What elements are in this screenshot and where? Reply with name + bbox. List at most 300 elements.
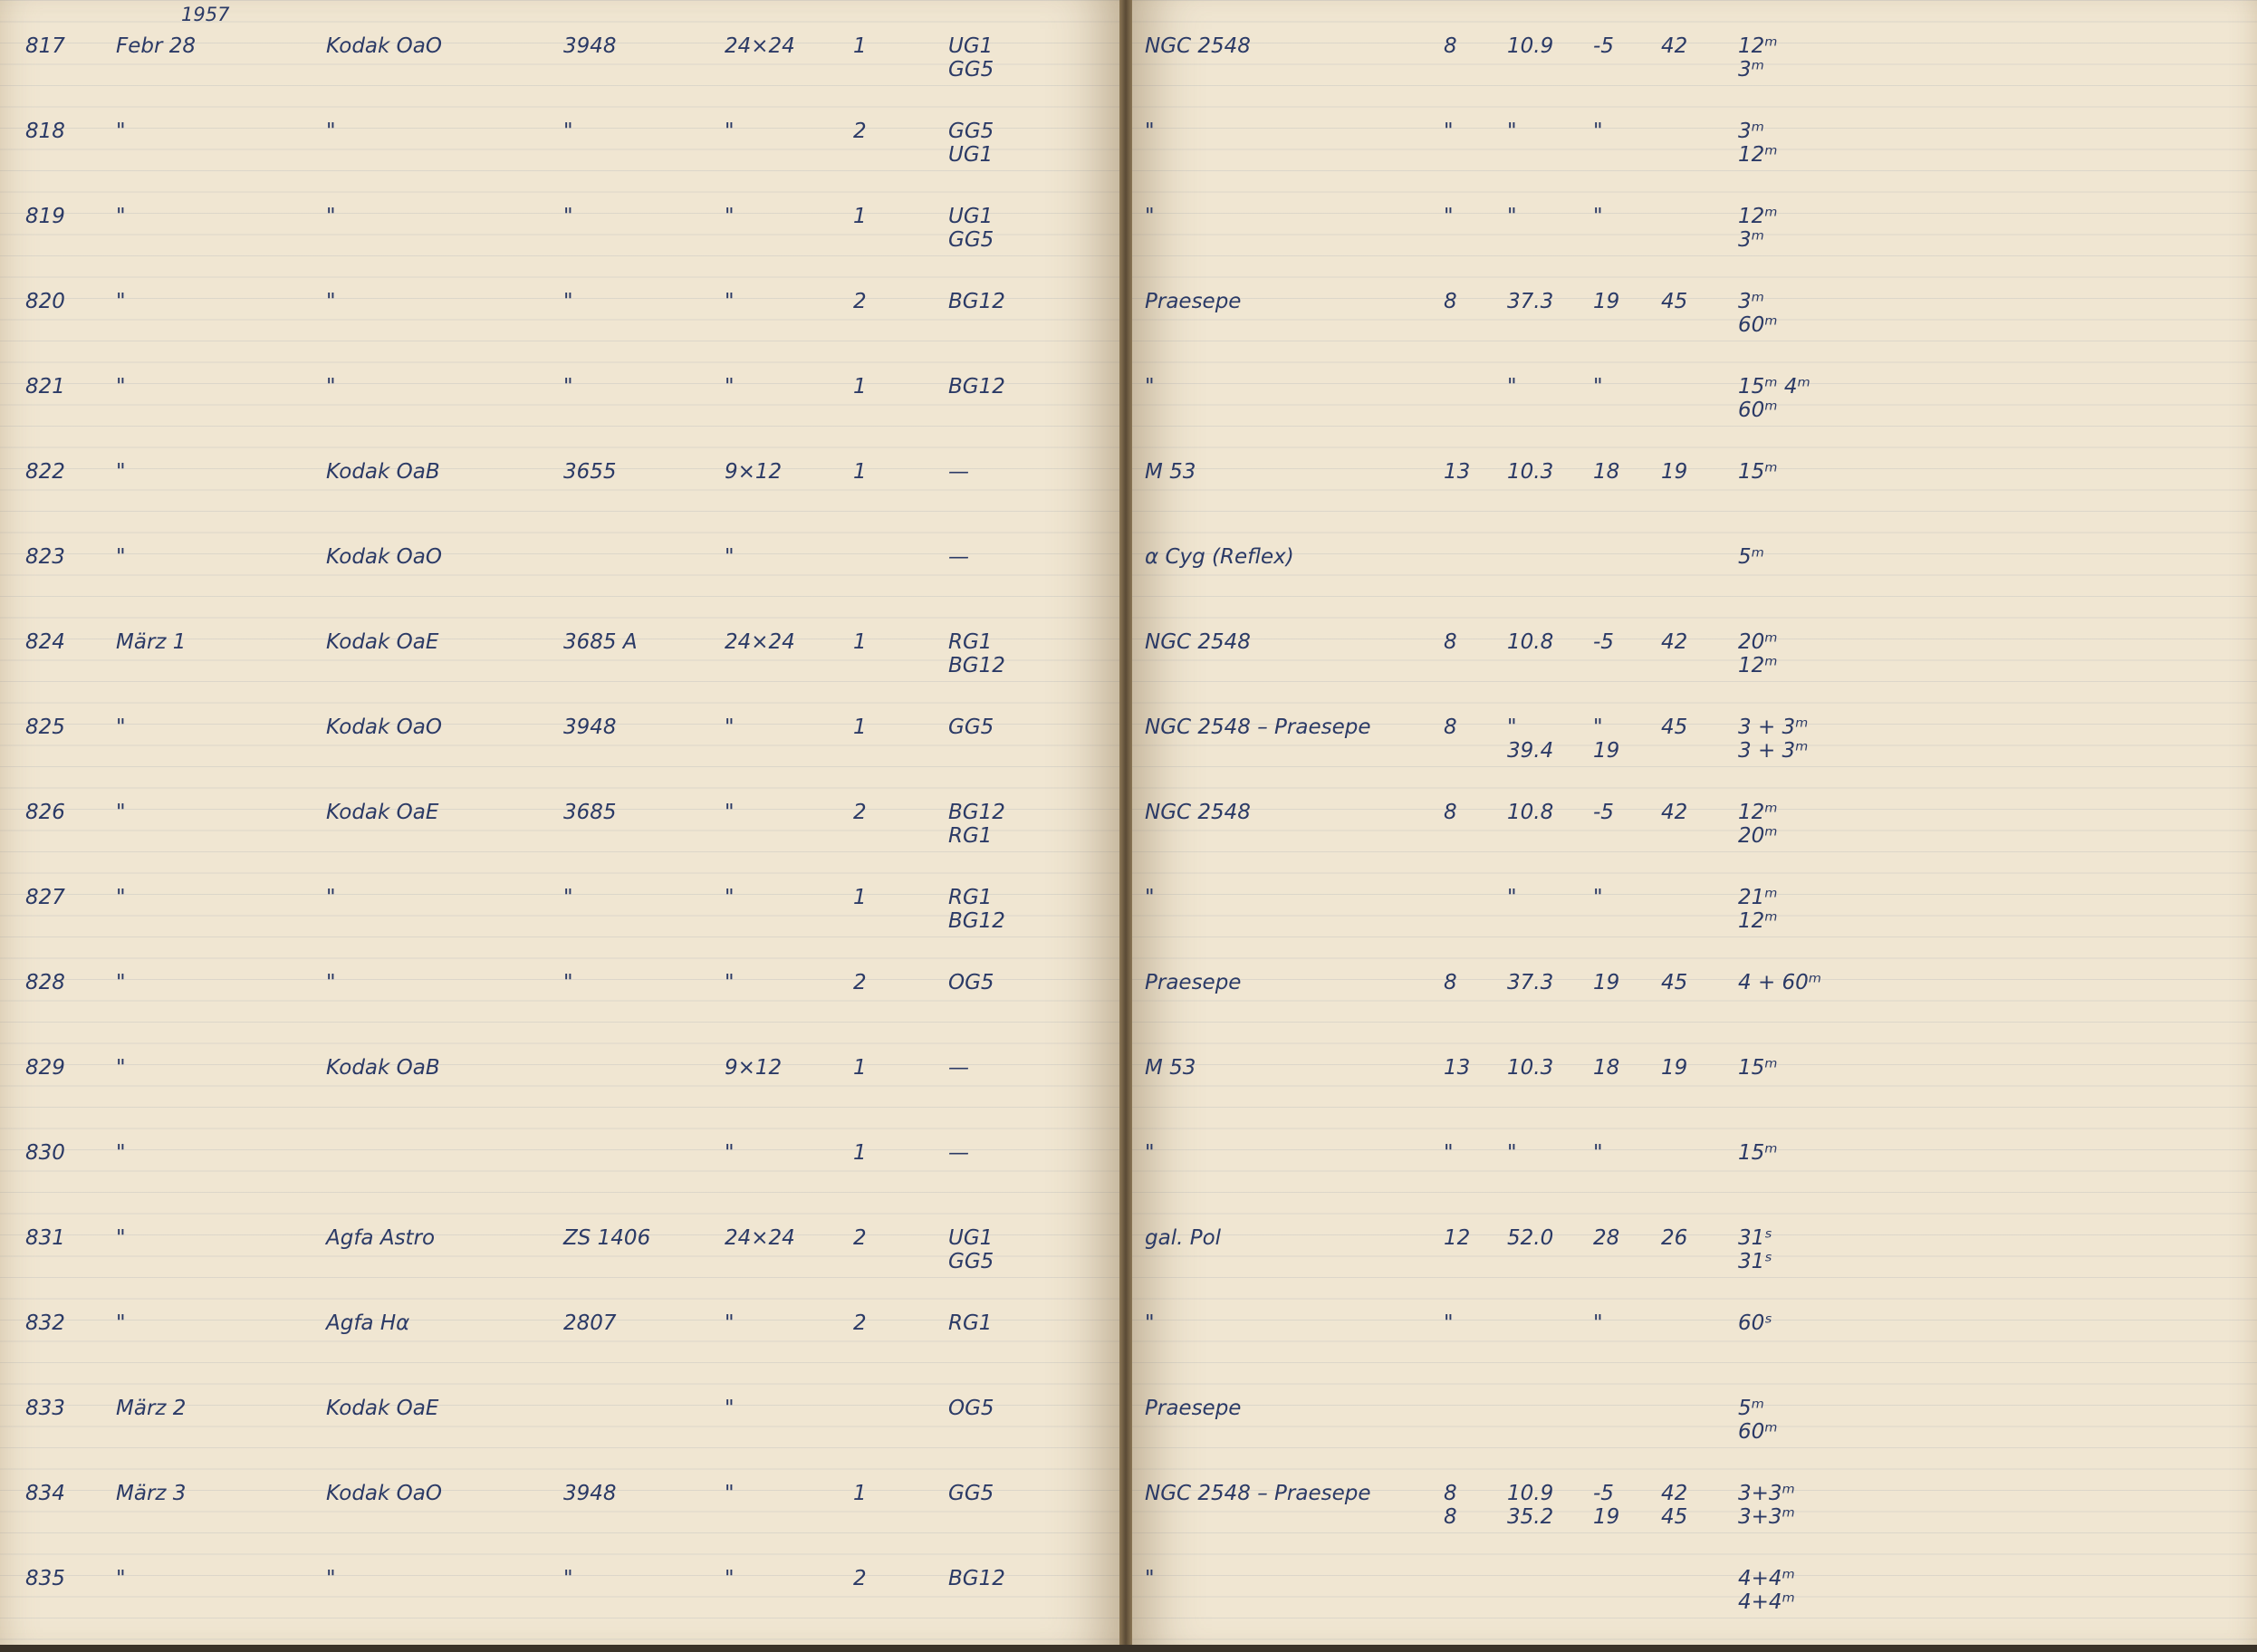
exposure-cell-text: 3+3ᵐ <box>1738 1505 1795 1529</box>
plate-type-cell-text: Kodak OaO <box>326 34 442 58</box>
plate-number-text: 826 <box>25 801 65 824</box>
plate-number-text: 828 <box>25 971 65 994</box>
filter-cell <box>948 1567 1057 1652</box>
dec-minutes-cell-text: 45 <box>1661 290 1688 313</box>
filter-cell <box>948 1482 1057 1567</box>
filter-cell-text: GG5 <box>948 58 994 82</box>
table-row <box>25 120 1057 205</box>
table-row <box>1145 1226 1919 1311</box>
filter-cell-text: BG12 <box>948 654 1005 677</box>
emulsion-cell-text: " <box>563 290 573 313</box>
count-cell <box>853 205 948 290</box>
table-row <box>1145 1056 1919 1141</box>
table-row <box>25 545 1057 630</box>
object-cell <box>1145 205 1444 290</box>
filter-cell <box>948 205 1057 290</box>
count-cell-text: 1 <box>853 1056 867 1080</box>
date-cell-text: " <box>116 545 126 569</box>
table-row <box>25 34 1057 120</box>
dec-degrees-cell-text: " <box>1593 886 1603 909</box>
exposure-cell-text: 5ᵐ <box>1738 545 1764 569</box>
size-cell-text: " <box>725 205 735 228</box>
date-cell <box>116 290 326 375</box>
size-cell <box>725 1567 853 1652</box>
emulsion-cell <box>563 1567 725 1652</box>
plate-type-cell <box>326 1482 563 1567</box>
dec-minutes-cell <box>1661 1482 1738 1567</box>
dec-degrees-cell-text: 18 <box>1593 460 1620 484</box>
left-log-table <box>25 34 1057 1652</box>
object-cell-text: NGC 2548 <box>1145 34 1251 58</box>
count-cell <box>853 460 948 545</box>
plate-type-cell <box>326 120 563 205</box>
date-cell-text: " <box>116 801 126 824</box>
dec-degrees-cell-text: -5 <box>1593 1482 1614 1505</box>
plate-number <box>25 801 116 886</box>
object-cell <box>1145 1226 1444 1311</box>
dec-minutes-cell <box>1661 460 1738 545</box>
ra-minutes-cell <box>1507 1226 1593 1311</box>
dec-minutes-cell-text: 42 <box>1661 34 1688 58</box>
ra-hours-cell <box>1444 1056 1507 1141</box>
date-cell <box>116 801 326 886</box>
object-cell-text: " <box>1145 1567 1155 1590</box>
plate-number <box>25 886 116 971</box>
plate-number-text: 820 <box>25 290 65 313</box>
exposure-cell <box>1738 1567 1919 1652</box>
size-cell-text: " <box>725 971 735 994</box>
plate-type-cell-text: Kodak OaO <box>326 716 442 739</box>
emulsion-cell <box>563 1141 725 1226</box>
ra-minutes-cell-text: " <box>1507 205 1517 228</box>
dec-minutes-cell-text: 26 <box>1661 1226 1688 1250</box>
table-row <box>25 205 1057 290</box>
date-cell <box>116 460 326 545</box>
date-cell-text: " <box>116 971 126 994</box>
ra-minutes-cell <box>1507 1397 1593 1482</box>
filter-cell <box>948 545 1057 630</box>
ra-minutes-cell-text: 37.3 <box>1507 290 1554 313</box>
ra-minutes-cell <box>1507 1056 1593 1141</box>
size-cell-text: " <box>725 120 735 143</box>
size-cell-text: 9×12 <box>725 460 783 484</box>
count-cell <box>853 801 948 886</box>
date-cell-text: " <box>116 1056 126 1080</box>
size-cell <box>725 1226 853 1311</box>
emulsion-cell <box>563 1056 725 1141</box>
exposure-cell-text: 31ˢ <box>1738 1250 1772 1273</box>
exposure-cell <box>1738 1141 1919 1226</box>
object-cell <box>1145 1056 1444 1141</box>
ra-minutes-cell <box>1507 801 1593 886</box>
object-cell <box>1145 801 1444 886</box>
count-cell-text: 2 <box>853 801 867 824</box>
count-cell <box>853 1567 948 1652</box>
size-cell-text: " <box>725 1397 735 1420</box>
object-cell-text: " <box>1145 1141 1155 1165</box>
dec-minutes-cell-text: 45 <box>1661 1505 1688 1529</box>
emulsion-cell <box>563 1226 725 1311</box>
exposure-cell-text: 15ᵐ <box>1738 460 1778 484</box>
plate-type-cell-text: Kodak OaO <box>326 545 442 569</box>
ra-hours-cell-text: 8 <box>1444 971 1457 994</box>
ra-hours-cell <box>1444 1482 1507 1567</box>
plate-number-text: 832 <box>25 1311 65 1335</box>
dec-minutes-cell <box>1661 545 1738 630</box>
plate-type-cell <box>326 290 563 375</box>
filter-cell <box>948 375 1057 460</box>
dec-degrees-cell-text: 19 <box>1593 739 1620 763</box>
size-cell <box>725 971 853 1056</box>
ra-hours-cell-text: 8 <box>1444 716 1457 739</box>
count-cell-text: 1 <box>853 205 867 228</box>
dec-degrees-cell <box>1593 1311 1661 1397</box>
filter-cell-text: BG12 <box>948 375 1005 399</box>
dec-degrees-cell <box>1593 375 1661 460</box>
plate-type-cell-text: " <box>326 971 336 994</box>
count-cell <box>853 971 948 1056</box>
filter-cell-text: RG1 <box>948 886 993 909</box>
plate-type-cell <box>326 1311 563 1397</box>
table-row <box>1145 1482 1919 1567</box>
date-cell-text: März 3 <box>116 1482 187 1505</box>
size-cell-text: " <box>725 1141 735 1165</box>
filter-cell-text: BG12 <box>948 290 1005 313</box>
filter-cell-text: BG12 <box>948 1567 1005 1590</box>
dec-minutes-cell <box>1661 34 1738 120</box>
plate-type-cell-text: Kodak OaE <box>326 1397 439 1420</box>
date-cell <box>116 1141 326 1226</box>
filter-cell-text: GG5 <box>948 1482 994 1505</box>
date-cell <box>116 1226 326 1311</box>
plate-type-cell-text: " <box>326 886 336 909</box>
ra-hours-cell <box>1444 205 1507 290</box>
ra-minutes-cell-text: 10.3 <box>1507 1056 1554 1080</box>
count-cell <box>853 120 948 205</box>
count-cell-text: 1 <box>853 1482 867 1505</box>
size-cell <box>725 34 853 120</box>
filter-cell-text: — <box>948 1056 969 1080</box>
count-cell-text: 2 <box>853 290 867 313</box>
dec-degrees-cell-text: " <box>1593 375 1603 399</box>
date-cell-text: " <box>116 120 126 143</box>
exposure-cell-text: 3 + 3ᵐ <box>1738 716 1809 739</box>
size-cell <box>725 716 853 801</box>
exposure-cell <box>1738 1311 1919 1397</box>
plate-number-text: 829 <box>25 1056 65 1080</box>
dec-minutes-cell <box>1661 630 1738 716</box>
dec-degrees-cell-text: 19 <box>1593 1505 1620 1529</box>
date-cell <box>116 120 326 205</box>
plate-type-cell <box>326 971 563 1056</box>
emulsion-cell <box>563 1311 725 1397</box>
date-cell-text: März 1 <box>116 630 187 654</box>
dec-degrees-cell-text: 18 <box>1593 1056 1620 1080</box>
plate-type-cell-text: Kodak OaE <box>326 630 439 654</box>
size-cell <box>725 205 853 290</box>
count-cell-text: 2 <box>853 1567 867 1590</box>
dec-degrees-cell <box>1593 205 1661 290</box>
emulsion-cell-text: " <box>563 971 573 994</box>
ra-hours-cell-text: " <box>1444 1311 1454 1335</box>
dec-minutes-cell-text: 45 <box>1661 971 1688 994</box>
plate-number-text: 831 <box>25 1226 65 1250</box>
ra-hours-cell <box>1444 716 1507 801</box>
dec-degrees-cell-text: 28 <box>1593 1226 1620 1250</box>
object-cell-text: " <box>1145 205 1155 228</box>
dec-degrees-cell-text: " <box>1593 120 1603 143</box>
filter-cell <box>948 120 1057 205</box>
size-cell <box>725 1311 853 1397</box>
ra-hours-cell <box>1444 1226 1507 1311</box>
table-row <box>25 716 1057 801</box>
object-cell <box>1145 34 1444 120</box>
filter-cell-text: UG1 <box>948 1226 994 1250</box>
date-cell <box>116 1311 326 1397</box>
table-row <box>1145 801 1919 886</box>
ra-hours-cell <box>1444 1311 1507 1397</box>
exposure-cell <box>1738 630 1919 716</box>
size-cell <box>725 290 853 375</box>
size-cell <box>725 801 853 886</box>
table-row <box>1145 886 1919 971</box>
size-cell-text: " <box>725 1311 735 1335</box>
date-cell-text: " <box>116 716 126 739</box>
year-heading: 1957 <box>181 4 230 25</box>
size-cell <box>725 120 853 205</box>
count-cell-text: 1 <box>853 460 867 484</box>
size-cell-text: " <box>725 1482 735 1505</box>
size-cell-text: 9×12 <box>725 1056 783 1080</box>
object-cell-text: NGC 2548 – Praesepe <box>1145 1482 1371 1505</box>
ra-minutes-cell-text: " <box>1507 886 1517 909</box>
dec-minutes-cell <box>1661 1397 1738 1482</box>
filter-cell-text: GG5 <box>948 120 994 143</box>
size-cell-text: 24×24 <box>725 630 795 654</box>
table-row <box>25 886 1057 971</box>
dec-degrees-cell <box>1593 460 1661 545</box>
plate-type-cell-text: " <box>326 205 336 228</box>
exposure-cell-text: 20ᵐ <box>1738 824 1778 848</box>
date-cell-text: " <box>116 1311 126 1335</box>
date-cell <box>116 630 326 716</box>
ra-hours-cell-text: 8 <box>1444 630 1457 654</box>
date-cell-text: " <box>116 1567 126 1590</box>
plate-type-cell <box>326 886 563 971</box>
plate-type-cell <box>326 34 563 120</box>
count-cell-text: 1 <box>853 630 867 654</box>
exposure-cell-text: 15ᵐ <box>1738 1141 1778 1165</box>
plate-number-text: 825 <box>25 716 65 739</box>
count-cell <box>853 375 948 460</box>
ra-minutes-cell <box>1507 886 1593 971</box>
plate-number <box>25 630 116 716</box>
size-cell <box>725 460 853 545</box>
plate-type-cell <box>326 205 563 290</box>
plate-number <box>25 460 116 545</box>
plate-type-cell <box>326 460 563 545</box>
size-cell-text: " <box>725 886 735 909</box>
filter-cell-text: OG5 <box>948 1397 994 1420</box>
size-cell <box>725 630 853 716</box>
exposure-cell <box>1738 1226 1919 1311</box>
plate-number-text: 833 <box>25 1397 65 1420</box>
object-cell <box>1145 290 1444 375</box>
emulsion-cell-text: 3948 <box>563 716 617 739</box>
plate-type-cell-text: Kodak OaE <box>326 801 439 824</box>
ra-hours-cell-text: 8 <box>1444 290 1457 313</box>
object-cell <box>1145 1141 1444 1226</box>
filter-cell <box>948 971 1057 1056</box>
object-cell-text: α Cyg (Reflex) <box>1145 545 1294 569</box>
ra-hours-cell <box>1444 120 1507 205</box>
size-cell-text: " <box>725 1567 735 1590</box>
dec-minutes-cell <box>1661 290 1738 375</box>
ra-minutes-cell <box>1507 205 1593 290</box>
filter-cell-text: UG1 <box>948 34 994 58</box>
exposure-cell <box>1738 545 1919 630</box>
size-cell-text: " <box>725 290 735 313</box>
plate-type-cell-text: " <box>326 290 336 313</box>
ra-minutes-cell <box>1507 120 1593 205</box>
dec-degrees-cell <box>1593 1482 1661 1567</box>
date-cell-text: " <box>116 375 126 399</box>
dec-minutes-cell <box>1661 886 1738 971</box>
exposure-cell <box>1738 290 1919 375</box>
table-row <box>25 630 1057 716</box>
exposure-cell <box>1738 716 1919 801</box>
plate-number-text: 822 <box>25 460 65 484</box>
object-cell <box>1145 460 1444 545</box>
exposure-cell-text: 3ᵐ <box>1738 120 1764 143</box>
table-row <box>25 460 1057 545</box>
ra-hours-cell-text: 8 <box>1444 1505 1457 1529</box>
date-cell <box>116 971 326 1056</box>
size-cell <box>725 1482 853 1567</box>
date-cell-text: " <box>116 290 126 313</box>
filter-cell-text: BG12 <box>948 801 1005 824</box>
ra-minutes-cell <box>1507 716 1593 801</box>
object-cell-text: Praesepe <box>1145 1397 1242 1420</box>
plate-type-cell <box>326 1141 563 1226</box>
plate-number <box>25 1567 116 1652</box>
exposure-cell-text: 60ᵐ <box>1738 399 1778 422</box>
size-cell-text: 24×24 <box>725 34 795 58</box>
dec-minutes-cell <box>1661 205 1738 290</box>
emulsion-cell <box>563 971 725 1056</box>
filter-cell-text: UG1 <box>948 143 994 167</box>
dec-minutes-cell <box>1661 375 1738 460</box>
table-row <box>25 1482 1057 1567</box>
filter-cell <box>948 290 1057 375</box>
table-row <box>25 375 1057 460</box>
size-cell-text: " <box>725 801 735 824</box>
count-cell <box>853 1482 948 1567</box>
emulsion-cell <box>563 120 725 205</box>
ra-hours-cell-text: 8 <box>1444 34 1457 58</box>
count-cell-text: 2 <box>853 971 867 994</box>
dec-degrees-cell <box>1593 1567 1661 1652</box>
date-cell-text: " <box>116 1141 126 1165</box>
table-row <box>1145 290 1919 375</box>
date-cell <box>116 375 326 460</box>
dec-degrees-cell-text: " <box>1593 1311 1603 1335</box>
ra-hours-cell-text: " <box>1444 205 1454 228</box>
dec-degrees-cell-text: 19 <box>1593 290 1620 313</box>
plate-number <box>25 1311 116 1397</box>
exposure-cell-text: 3ᵐ <box>1738 58 1764 82</box>
object-cell <box>1145 886 1444 971</box>
ra-minutes-cell <box>1507 1311 1593 1397</box>
exposure-cell <box>1738 375 1919 460</box>
plate-number-text: 823 <box>25 545 65 569</box>
object-cell-text: " <box>1145 120 1155 143</box>
date-cell <box>116 205 326 290</box>
object-cell <box>1145 1567 1444 1652</box>
dec-minutes-cell <box>1661 716 1738 801</box>
ra-minutes-cell-text: 10.8 <box>1507 630 1554 654</box>
plate-number <box>25 1056 116 1141</box>
dec-degrees-cell <box>1593 545 1661 630</box>
filter-cell <box>948 1397 1057 1482</box>
table-row <box>1145 375 1919 460</box>
count-cell-text: 2 <box>853 1226 867 1250</box>
exposure-cell-text: 12ᵐ <box>1738 654 1778 677</box>
ra-hours-cell <box>1444 630 1507 716</box>
dec-minutes-cell-text: 19 <box>1661 1056 1688 1080</box>
table-row <box>25 1056 1057 1141</box>
exposure-cell-text: 60ᵐ <box>1738 1420 1778 1444</box>
filter-cell-text: GG5 <box>948 716 994 739</box>
plate-type-cell-text: Kodak OaB <box>326 1056 440 1080</box>
emulsion-cell <box>563 1397 725 1482</box>
plate-number-text: 830 <box>25 1141 65 1165</box>
filter-cell <box>948 460 1057 545</box>
table-row <box>1145 1311 1919 1397</box>
dec-degrees-cell-text: -5 <box>1593 801 1614 824</box>
plate-number <box>25 375 116 460</box>
filter-cell <box>948 1226 1057 1311</box>
dec-degrees-cell-text: -5 <box>1593 630 1614 654</box>
exposure-cell-text: 3 + 3ᵐ <box>1738 739 1809 763</box>
dec-minutes-cell <box>1661 801 1738 886</box>
exposure-cell-text: 12ᵐ <box>1738 34 1778 58</box>
ra-hours-cell-text: " <box>1444 1141 1454 1165</box>
dec-degrees-cell <box>1593 971 1661 1056</box>
ra-hours-cell <box>1444 545 1507 630</box>
dec-minutes-cell-text: 42 <box>1661 630 1688 654</box>
ra-minutes-cell <box>1507 460 1593 545</box>
object-cell-text: NGC 2548 <box>1145 630 1251 654</box>
dec-degrees-cell <box>1593 1141 1661 1226</box>
ra-hours-cell <box>1444 460 1507 545</box>
count-cell <box>853 290 948 375</box>
object-cell <box>1145 1397 1444 1482</box>
object-cell <box>1145 375 1444 460</box>
object-cell <box>1145 545 1444 630</box>
ra-minutes-cell-text: 37.3 <box>1507 971 1554 994</box>
ra-minutes-cell-text: 10.9 <box>1507 34 1554 58</box>
exposure-cell-text: 3+3ᵐ <box>1738 1482 1795 1505</box>
emulsion-cell-text: " <box>563 375 573 399</box>
dec-degrees-cell-text: " <box>1593 205 1603 228</box>
ra-hours-cell <box>1444 375 1507 460</box>
plate-type-cell <box>326 1567 563 1652</box>
date-cell <box>116 1056 326 1141</box>
count-cell <box>853 1311 948 1397</box>
plate-type-cell-text: Agfa Astro <box>326 1226 436 1250</box>
plate-type-cell-text: " <box>326 120 336 143</box>
